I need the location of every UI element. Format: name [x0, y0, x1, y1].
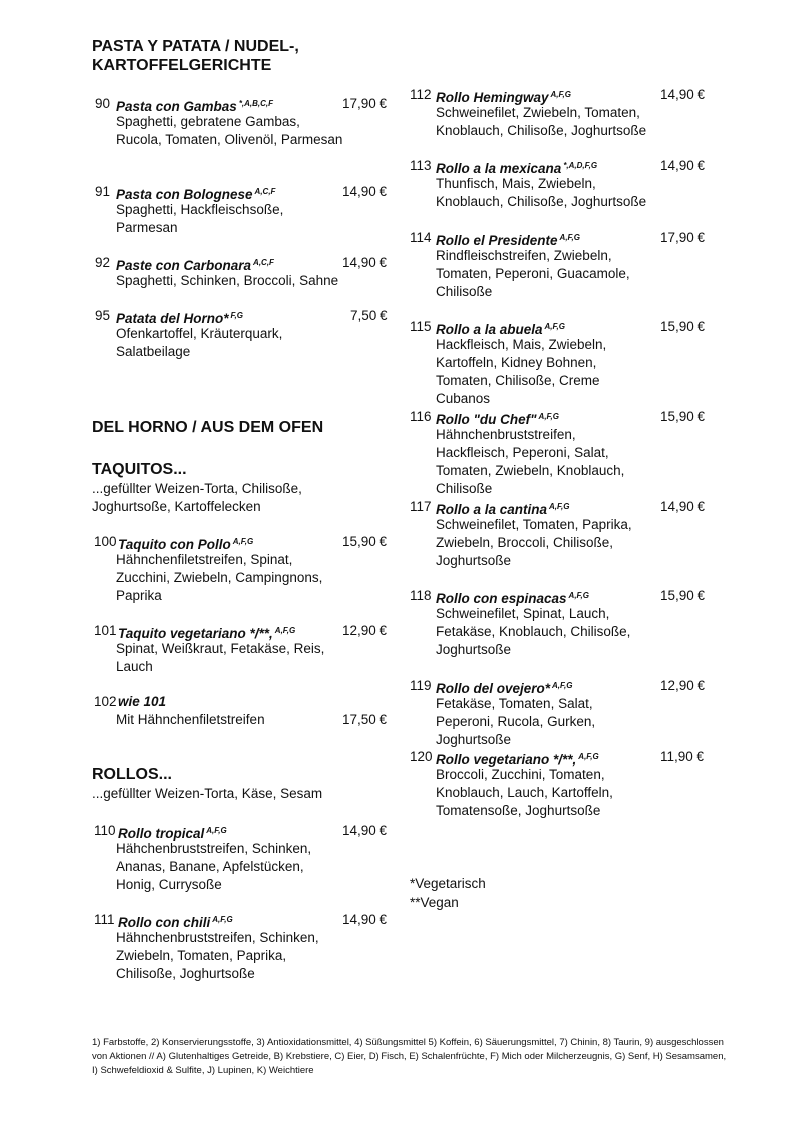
diet-legend — [410, 874, 486, 912]
taquitos-subtitle: ...gefüllter Weizen-Torta, Chilisoße, Joghurtsoße, Kartoffelecken — [92, 481, 302, 514]
section-title-rollos: ROLLOS... — [92, 766, 172, 783]
section-title-pasta: PASTA Y PATATA / NUDEL-, KARTOFFELGERICHTE — [92, 38, 299, 74]
section-title-horno: DEL HORNO / AUS DEM OFEN — [92, 419, 324, 436]
legend-vegan: **Vegan — [410, 895, 459, 910]
section-title-taquitos: TAQUITOS... — [92, 461, 187, 478]
legend-vegetarian: *Vegetarisch — [410, 876, 486, 891]
allergen-footnote: 1) Farbstoffe, 2) Konservierungsstoffe, 3) Antioxidationsmittel, 4) Süßungsmittel 5) Koffein, 6) Säuerungsmittel, 7) Chinin, 8) Taurin, 9) ausgeschlossen von Aktionen // A) Glutenhaltiges Getreide, B) Krebstiere, C) Eier, D) Fisch, E) Schalenfrüchte, F) Mich oder Milcherzeugnis, G) Senf, H) Sesamsamen, I) Schwefeldioxid & Sulfite, J) Lupinen, K) Weichtiere — [92, 1037, 727, 1076]
rollos-subtitle: ...gefüllter Weizen-Torta, Käse, Sesam — [92, 786, 323, 801]
